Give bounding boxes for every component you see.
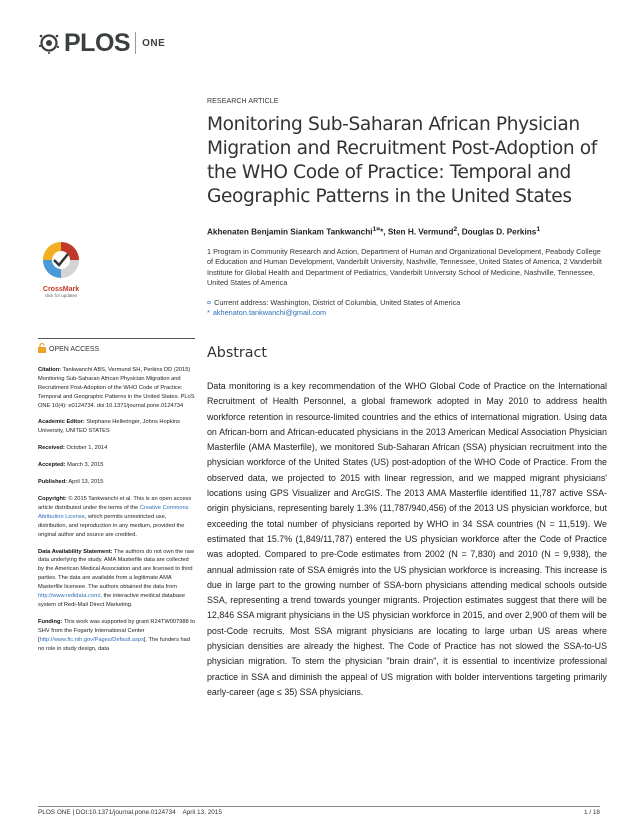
abstract-body: Data monitoring is a key recommendation of the WHO Global Code of Practice on the International Recruitment of Health Personnel, a global framework adopted in May 2010 to address health workforce retention in resource-limited countries and the ethics of international migration. Using data on African-born and African-educated physicians in the 2013 American Medical Association Physician Masterfile (AMA Masterfile), we monitored Sub-Saharan African (SSA) physician recruitment into the physician workforce of the United States (US) post-adoption of the WHO Code of Practice. From the observed data, we projected to 2015 with linear regression, and we mapped migrant physicians' locations using GPS Visualizer and ArcGIS. The 2013 AMA Masterfile identified 11,787 active SSA-origin physicians, representing barely 1.3% (11,787/940,456) of the 2013 US physician workforce, but exceeding the total number of physicians reported by WHO in 34 SSA countries (N = 11,519). We estimated that 15.7% (1,849/11,787) entered the US physician workforce after the Code of Practice was adopted. Compared to pre-Code estimates from 2002 (N = 7,830) and 2010 (N = 9,938), the annual admission rate of SSA émigrés into the US physician workforce is increasing. This increase is due in large part to the growing number of SSA-born physicians attending medical schools outside SSA, representing a trend towards younger migrants. Projection estimates suggest that there will be 12,846 SSA migrant physicians in the US physician workforce in 2015, and over 2,900 of them will be post-Code recruits. Most SSA migrant physicians are locating to large urban US areas where physician densities are already the highest. The Code of Practice has not slowed the SSA-to-US physician migration. To stem the physician "brain drain", it is essential to incentivize professional practice in SSA and diminish the appeal of US migration with bolder interventions targeting primarily early-career (age ≤ 35) SSA physicians. bbox=[207, 381, 607, 697]
corresponding-mark[interactable]: * bbox=[380, 227, 384, 237]
affiliations: 1 Program in Community Research and Action, Department of Human and Organizational Development, Peabody College of Education and Human Development, Vanderbilt University, Nashville, Tennessee, United States of America, 2 Vanderbilt Institute for Global Health and Department of Pediatrics, Vanderbilt University School of Medicine, Nashville, Tennessee, United States of America bbox=[207, 247, 602, 288]
author-name[interactable]: Akhenaten Benjamin Siankam Tankwanchi bbox=[207, 227, 373, 237]
open-access-label: OPEN ACCESS bbox=[49, 345, 100, 353]
article-type: RESEARCH ARTICLE bbox=[207, 98, 279, 105]
article-title: Monitoring Sub-Saharan African Physician Migration and Recruitment Post-Adoption of the WHO Code of Practice: Temporal and Geographic Patterns in the United States bbox=[207, 114, 597, 207]
correspondence bbox=[207, 308, 607, 318]
email-link[interactable]: akhenaton.tankwanchi@gmail.com bbox=[212, 308, 327, 318]
academic-editor: Academic Editor: Stephane Helleringer, Johns Hopkins University, UNITED STATES bbox=[38, 419, 180, 435]
received-date: Received: October 1, 2014 bbox=[38, 445, 108, 452]
data-source-link[interactable]: http://www.redidata.com/ bbox=[38, 593, 101, 600]
open-lock-icon bbox=[38, 343, 46, 357]
crossmark-sub: click for updates bbox=[44, 293, 78, 298]
citation: Citation: Tankwanchi ABS, Vermund SH, Perkins DD (2015) Monitoring Sub-Saharan African Physician Migration and Recruitment Post-Adoption of the WHO Code of Practice: Temporal and Geographic Patterns in the United States. PLoS ONE 10(4): e0124734. doi:10.1371/journal.pone.0124734 bbox=[38, 366, 195, 409]
data-availability: Data Availability Statement: The authors do not own the raw data underlying the study. AMA Masterfile data are collected by the American Medical Association and are licensed to third parties. The data are available from a legitimate AMA Masterfile licensee. The authors obtained the data from http://www.redidata.com/, the interactive medical database system of Redi-Mail Direct Marketing. bbox=[38, 548, 194, 608]
crossmark-icon bbox=[38, 240, 84, 280]
license-link[interactable]: Creative Commons Attribution License bbox=[38, 504, 189, 520]
published-date: Published: April 13, 2015 bbox=[38, 479, 104, 486]
author-list bbox=[207, 226, 607, 237]
logo-divider bbox=[135, 32, 136, 54]
crossmark-label: CrossMark bbox=[42, 286, 80, 293]
plos-logo-icon bbox=[38, 32, 60, 54]
funder-link[interactable]: http://www.fic.nih.gov/Pages/Default.aspx bbox=[39, 636, 144, 643]
copyright: Copyright: © 2015 Tankwanchi et al. This is an open access article distributed under the terms of the Creative Commons Attribution License, which permits unrestricted use, distribution, and reproduction in any medium, provided the original author and source are credited. bbox=[38, 495, 192, 538]
funding: Funding: This work was supported by grant R24TW007988 to SHV from the Fogarty International Center [http://www.fic.nih.gov/Pages/Default.aspx]. The funders had no role in study design, data bbox=[38, 618, 196, 652]
author-superscript: 2 bbox=[453, 226, 458, 233]
footer-divider bbox=[38, 806, 600, 807]
author-superscript: 1 bbox=[536, 226, 541, 233]
page-number: 1 / 18 bbox=[584, 809, 600, 816]
accepted-date: Accepted: March 3, 2015 bbox=[38, 462, 104, 469]
open-access-badge bbox=[38, 343, 195, 357]
logo-journal-name: ONE bbox=[142, 37, 166, 49]
sidebar-divider bbox=[38, 338, 195, 339]
journal-logo bbox=[38, 26, 165, 60]
author-name[interactable]: , Sten H. Vermund bbox=[383, 227, 454, 237]
email-symbol: * bbox=[207, 308, 210, 318]
footer-citation: PLOS ONE | DOI:10.1371/journal.pone.0124734 April 13, 2015 bbox=[38, 809, 222, 816]
current-address-symbol: ¤ bbox=[207, 298, 212, 307]
abstract-heading: Abstract bbox=[207, 345, 268, 361]
current-address: ¤ Current address: Washington, District of Columbia, United States of America bbox=[207, 298, 461, 307]
crossmark-badge[interactable] bbox=[38, 240, 84, 298]
author-notes bbox=[207, 298, 607, 319]
logo-wordmark: PLOS bbox=[64, 28, 131, 57]
author-superscript: 1¤ bbox=[372, 226, 381, 233]
author-name[interactable]: , Douglas D. Perkins bbox=[457, 227, 537, 237]
article-sidebar bbox=[38, 338, 195, 661]
